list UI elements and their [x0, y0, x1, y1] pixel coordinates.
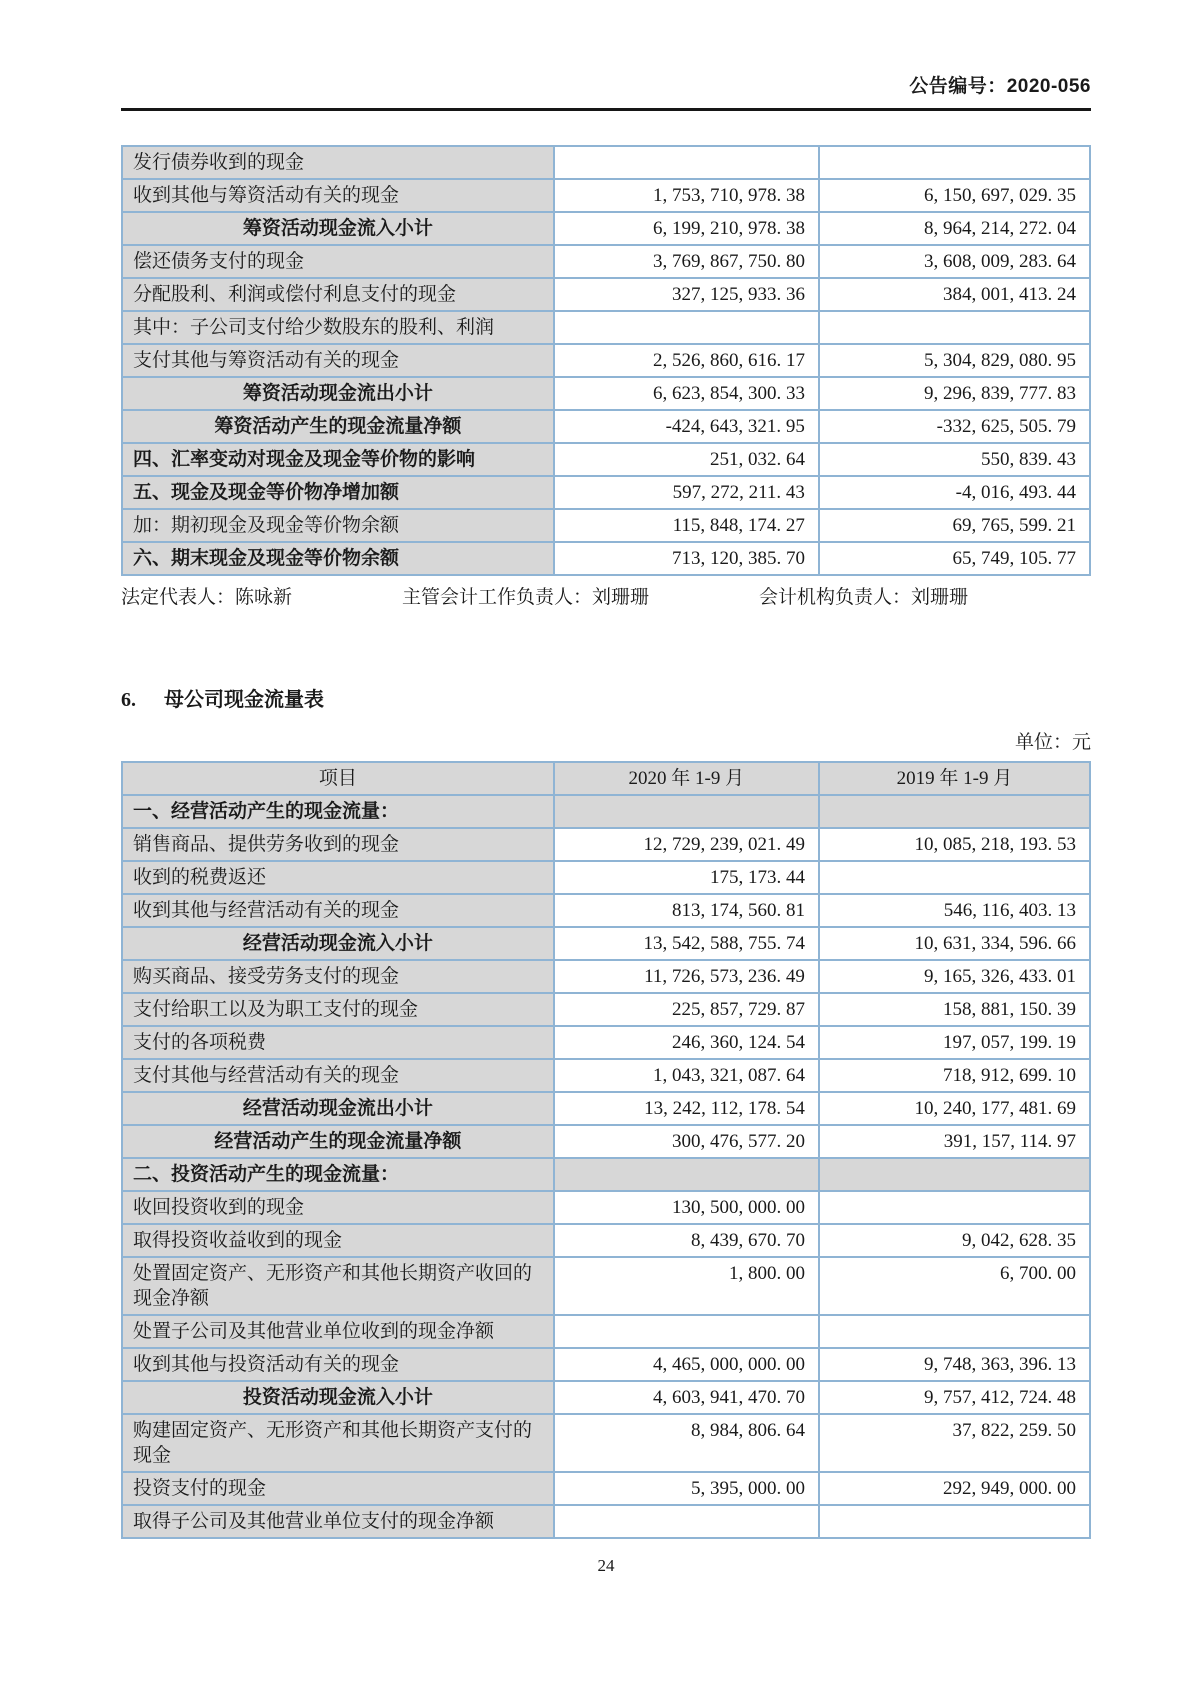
value-2019-cell: 65, 749, 105. 77: [819, 542, 1090, 575]
table-row: [122, 278, 1090, 311]
table-row: [122, 993, 1090, 1026]
table-row: [122, 1092, 1090, 1125]
value-2020-cell: -424, 643, 321. 95: [554, 410, 819, 443]
row-label-cell: 支付其他与筹资活动有关的现金: [122, 344, 554, 377]
row-label-cell: 支付的各项税费: [122, 1026, 554, 1059]
table-row: [122, 1381, 1090, 1414]
row-label-cell: 其中：子公司支付给少数股东的股利、利润: [122, 311, 554, 344]
value-2019-cell: 10, 085, 218, 193. 53: [819, 828, 1090, 861]
value-2019-cell: -332, 625, 505. 79: [819, 410, 1090, 443]
value-2019-cell: 6, 150, 697, 029. 35: [819, 179, 1090, 212]
legal-representative: 法定代表人：陈咏新: [121, 587, 293, 608]
table-row: [122, 377, 1090, 410]
table-row: [122, 542, 1090, 575]
row-label-cell: 筹资活动现金流入小计: [122, 212, 554, 245]
value-2020-cell: 8, 984, 806. 64: [554, 1414, 819, 1472]
table-row: [122, 1472, 1090, 1505]
value-2020-cell: 3, 769, 867, 750. 80: [554, 245, 819, 278]
value-2019-cell: 158, 881, 150. 39: [819, 993, 1090, 1026]
table-row: [122, 1191, 1090, 1224]
table-row: [122, 1414, 1090, 1472]
value-2020-cell: 8, 439, 670. 70: [554, 1224, 819, 1257]
value-2020-cell: [554, 1505, 819, 1538]
value-2020-cell: 1, 800. 00: [554, 1257, 819, 1315]
table-row: [122, 509, 1090, 542]
table-row: [122, 344, 1090, 377]
table-row: [122, 1158, 1090, 1191]
row-label-cell: 支付给职工以及为职工支付的现金: [122, 993, 554, 1026]
value-2019-cell: 8, 964, 214, 272. 04: [819, 212, 1090, 245]
table-row: [122, 894, 1090, 927]
value-2019-cell: 69, 765, 599. 21: [819, 509, 1090, 542]
value-2020-cell: 713, 120, 385. 70: [554, 542, 819, 575]
table-row: [122, 245, 1090, 278]
header-2020-cell: 2020 年 1-9 月: [554, 762, 819, 795]
row-label-cell: 支付其他与经营活动有关的现金: [122, 1059, 554, 1092]
table-row: [122, 1125, 1090, 1158]
value-2019-cell: [819, 1191, 1090, 1224]
row-label-cell: 偿还债务支付的现金: [122, 245, 554, 278]
row-label-cell: 二、投资活动产生的现金流量：: [122, 1158, 554, 1191]
value-2020-cell: [554, 311, 819, 344]
value-2019-cell: 9, 748, 363, 396. 13: [819, 1348, 1090, 1381]
section-heading: 母公司现金流量表: [164, 689, 324, 711]
value-2020-cell: 246, 360, 124. 54: [554, 1026, 819, 1059]
row-label-cell: 分配股利、利润或偿付利息支付的现金: [122, 278, 554, 311]
table-row: [122, 1026, 1090, 1059]
parent-cashflow-table: [121, 761, 1091, 1539]
value-2020-cell: 13, 242, 112, 178. 54: [554, 1092, 819, 1125]
value-2019-cell: 197, 057, 199. 19: [819, 1026, 1090, 1059]
value-2020-cell: [554, 1315, 819, 1348]
row-label-cell: 筹资活动产生的现金流量净额: [122, 410, 554, 443]
value-2019-cell: 9, 757, 412, 724. 48: [819, 1381, 1090, 1414]
financing-activities-table: [121, 145, 1091, 576]
value-2020-cell: 251, 032. 64: [554, 443, 819, 476]
table-row: [122, 311, 1090, 344]
table-row: [122, 1059, 1090, 1092]
value-2019-cell: 391, 157, 114. 97: [819, 1125, 1090, 1158]
table-row: [122, 1348, 1090, 1381]
value-2020-cell: [554, 146, 819, 179]
row-label-cell: 收回投资收到的现金: [122, 1191, 554, 1224]
value-2020-cell: 11, 726, 573, 236. 49: [554, 960, 819, 993]
page-number: 24: [597, 1556, 615, 1575]
row-label-cell: 五、现金及现金等价物净增加额: [122, 476, 554, 509]
section-number: 6.: [121, 689, 136, 711]
value-2020-cell: 175, 173. 44: [554, 861, 819, 894]
row-label-cell: 处置子公司及其他营业单位收到的现金净额: [122, 1315, 554, 1348]
value-2019-cell: [819, 861, 1090, 894]
value-2020-cell: 2, 526, 860, 616. 17: [554, 344, 819, 377]
table-row: [122, 212, 1090, 245]
table-row: [122, 1505, 1090, 1538]
row-label-cell: 收到其他与筹资活动有关的现金: [122, 179, 554, 212]
table-row: [122, 828, 1090, 861]
table-row: [122, 410, 1090, 443]
value-2020-cell: [554, 795, 819, 828]
value-2019-cell: 9, 296, 839, 777. 83: [819, 377, 1090, 410]
value-2020-cell: 1, 753, 710, 978. 38: [554, 179, 819, 212]
table-row: [122, 179, 1090, 212]
value-2019-cell: 3, 608, 009, 283. 64: [819, 245, 1090, 278]
value-2019-cell: 9, 165, 326, 433. 01: [819, 960, 1090, 993]
row-label-cell: 收到的税费返还: [122, 861, 554, 894]
value-2020-cell: 5, 395, 000. 00: [554, 1472, 819, 1505]
value-2020-cell: 6, 623, 854, 300. 33: [554, 377, 819, 410]
table-row: [122, 795, 1090, 828]
row-label-cell: 取得子公司及其他营业单位支付的现金净额: [122, 1505, 554, 1538]
header-2019-cell: 2019 年 1-9 月: [819, 762, 1090, 795]
table-row: [122, 960, 1090, 993]
row-label-cell: 四、汇率变动对现金及现金等价物的影响: [122, 443, 554, 476]
row-label-cell: 加：期初现金及现金等价物余额: [122, 509, 554, 542]
value-2019-cell: [819, 1158, 1090, 1191]
table-row: [122, 443, 1090, 476]
value-2020-cell: 225, 857, 729. 87: [554, 993, 819, 1026]
table-row: [122, 1257, 1090, 1315]
value-2019-cell: -4, 016, 493. 44: [819, 476, 1090, 509]
table-row: [122, 927, 1090, 960]
value-2019-cell: 6, 700. 00: [819, 1257, 1090, 1315]
table-header-row: [122, 762, 1090, 795]
row-label-cell: 经营活动产生的现金流量净额: [122, 1125, 554, 1158]
row-label-cell: 取得投资收益收到的现金: [122, 1224, 554, 1257]
value-2020-cell: 4, 465, 000, 000. 00: [554, 1348, 819, 1381]
value-2019-cell: 718, 912, 699. 10: [819, 1059, 1090, 1092]
value-2019-cell: [819, 1505, 1090, 1538]
row-label-cell: 筹资活动现金流出小计: [122, 377, 554, 410]
row-label-cell: 经营活动现金流入小计: [122, 927, 554, 960]
row-label-cell: 购买商品、接受劳务支付的现金: [122, 960, 554, 993]
header-item-cell: 项目: [122, 762, 554, 795]
value-2020-cell: 115, 848, 174. 27: [554, 509, 819, 542]
row-label-cell: 处置固定资产、无形资产和其他长期资产收回的现金净额: [122, 1257, 554, 1315]
value-2020-cell: 327, 125, 933. 36: [554, 278, 819, 311]
table-row: [122, 1315, 1090, 1348]
value-2019-cell: 546, 116, 403. 13: [819, 894, 1090, 927]
value-2019-cell: 292, 949, 000. 00: [819, 1472, 1090, 1505]
row-label-cell: 投资活动现金流入小计: [122, 1381, 554, 1414]
chief-accounting-officer: 主管会计工作负责人：刘珊珊: [402, 587, 650, 608]
value-2019-cell: [819, 146, 1090, 179]
row-label-cell: 经营活动现金流出小计: [122, 1092, 554, 1125]
section-title: [121, 687, 1091, 714]
signature-line: [121, 585, 1091, 611]
table-row: [122, 1224, 1090, 1257]
value-2019-cell: 384, 001, 413. 24: [819, 278, 1090, 311]
row-label-cell: 投资支付的现金: [122, 1472, 554, 1505]
value-2020-cell: 597, 272, 211. 43: [554, 476, 819, 509]
value-2020-cell: 130, 500, 000. 00: [554, 1191, 819, 1224]
row-label-cell: 收到其他与投资活动有关的现金: [122, 1348, 554, 1381]
value-2019-cell: 37, 822, 259. 50: [819, 1414, 1090, 1472]
value-2020-cell: [554, 1158, 819, 1191]
value-2020-cell: 4, 603, 941, 470. 70: [554, 1381, 819, 1414]
value-2019-cell: 9, 042, 628. 35: [819, 1224, 1090, 1257]
accounting-department-head: 会计机构负责人：刘珊珊: [759, 587, 969, 608]
value-2020-cell: 13, 542, 588, 755. 74: [554, 927, 819, 960]
row-label-cell: 六、期末现金及现金等价物余额: [122, 542, 554, 575]
row-label-cell: 收到其他与经营活动有关的现金: [122, 894, 554, 927]
table-row: [122, 146, 1090, 179]
value-2019-cell: [819, 795, 1090, 828]
row-label-cell: 发行债券收到的现金: [122, 146, 554, 179]
value-2020-cell: 12, 729, 239, 021. 49: [554, 828, 819, 861]
value-2019-cell: 10, 631, 334, 596. 66: [819, 927, 1090, 960]
row-label-cell: 一、经营活动产生的现金流量：: [122, 795, 554, 828]
value-2019-cell: 10, 240, 177, 481. 69: [819, 1092, 1090, 1125]
value-2019-cell: 5, 304, 829, 080. 95: [819, 344, 1090, 377]
value-2019-cell: [819, 311, 1090, 344]
value-2020-cell: 813, 174, 560. 81: [554, 894, 819, 927]
value-2019-cell: 550, 839. 43: [819, 443, 1090, 476]
table-row: [122, 861, 1090, 894]
unit-note: 单位：元: [1014, 732, 1091, 753]
table-row: [122, 476, 1090, 509]
doc-number: 公告编号：2020-056: [121, 74, 1091, 111]
value-2019-cell: [819, 1315, 1090, 1348]
row-label-cell: 购建固定资产、无形资产和其他长期资产支付的现金: [122, 1414, 554, 1472]
row-label-cell: 销售商品、提供劳务收到的现金: [122, 828, 554, 861]
value-2020-cell: 1, 043, 321, 087. 64: [554, 1059, 819, 1092]
value-2020-cell: 6, 199, 210, 978. 38: [554, 212, 819, 245]
value-2020-cell: 300, 476, 577. 20: [554, 1125, 819, 1158]
